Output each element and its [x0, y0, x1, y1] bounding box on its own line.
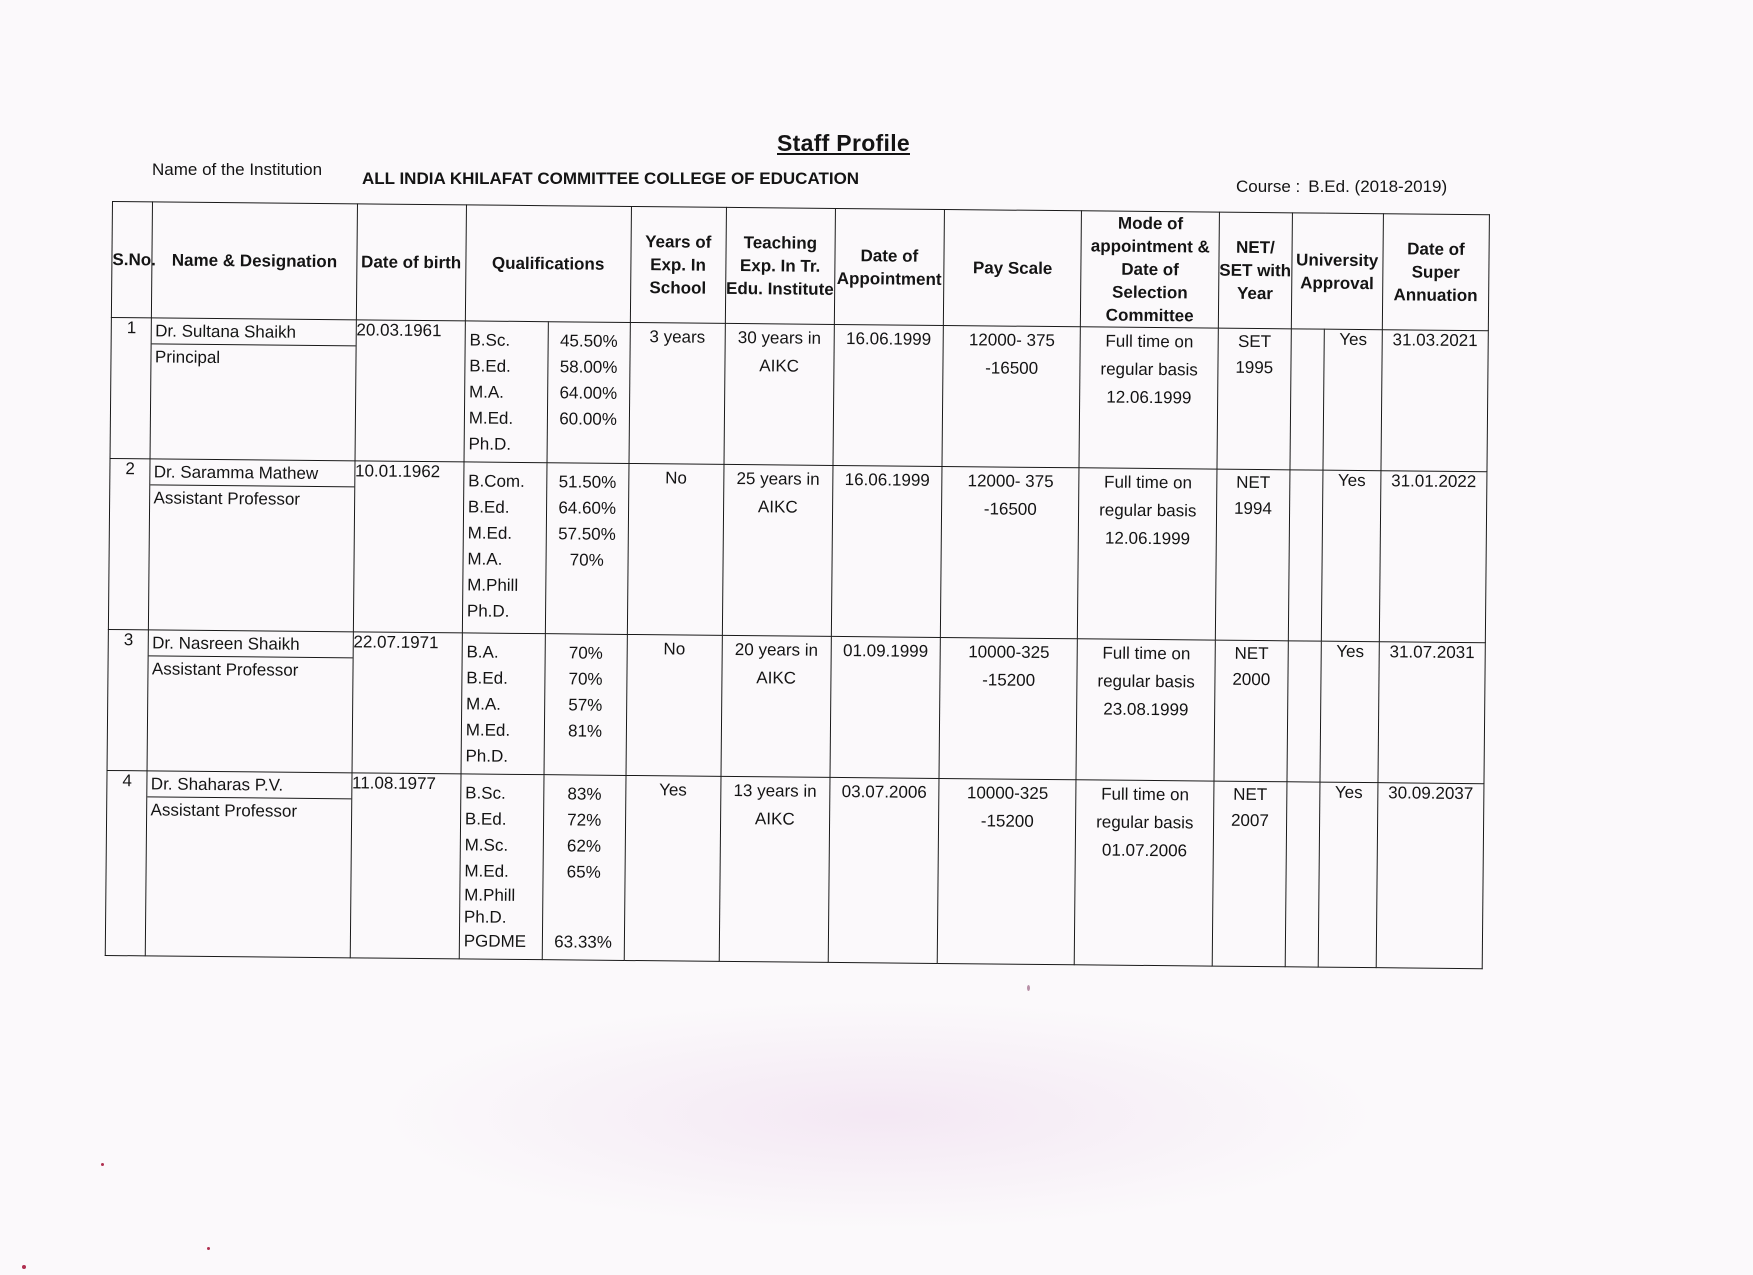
cell-appointment: 03.07.2006: [828, 777, 939, 963]
cell-superannuation: 31.01.2022: [1379, 471, 1487, 643]
cell-degrees: [462, 462, 547, 634]
cell-mode: Full time on regular basis 12.06.1999: [1078, 468, 1217, 640]
percentage-item: 70%: [569, 550, 604, 570]
cell-teaching-exp: 13 years in AIKC: [719, 776, 830, 962]
cell-teaching-exp: 20 years in AIKC: [721, 635, 832, 777]
cell-mode: Full time on regular basis 12.06.1999: [1079, 327, 1218, 469]
cell-pay-scale: 10000-325 -15200: [937, 778, 1076, 964]
scan-speck: [101, 1163, 104, 1166]
cell-sno: 3: [107, 629, 149, 770]
cell-mode: Full time on regular basis 23.08.1999: [1076, 639, 1215, 781]
degree-item: PGDME: [463, 931, 527, 952]
percentage-item: 72%: [567, 810, 602, 830]
col-header-appointment: Date of Appointment: [834, 208, 944, 325]
cell-university-approval: Yes: [1318, 782, 1377, 968]
col-header-teaching-exp: Teaching Exp. In Tr. Edu. Institute: [725, 207, 835, 324]
cell-percentages: [545, 463, 629, 635]
cell-percentages: [544, 634, 627, 776]
cell-pay-scale: 12000- 375 -16500: [942, 325, 1081, 467]
degree-item: B.Sc.: [469, 330, 511, 350]
degree-item: M.A.: [468, 382, 505, 402]
cell-university-approval: Yes: [1320, 641, 1379, 783]
percentage-item: 45.50%: [559, 331, 618, 351]
staff-name: Dr. Sultana Shaikh: [152, 318, 355, 346]
percentage-item: 62%: [566, 836, 602, 856]
percentage-item: 64.00%: [559, 383, 618, 403]
paper-tint: [380, 1000, 1380, 1230]
cell-university-approval: Yes: [1323, 329, 1382, 471]
cell-degrees: [459, 774, 544, 960]
col-header-net-set: NET/ SET with Year: [1218, 212, 1292, 329]
degree-item: B.A.: [466, 642, 499, 662]
scan-speck: [22, 1265, 26, 1269]
degree-item: M.Ed.: [468, 408, 514, 428]
cell-percentages: [542, 775, 626, 961]
degree-item: M.Sc.: [464, 835, 509, 855]
cell-sno: 1: [110, 317, 152, 458]
cell-pay-scale: 10000-325 -15200: [939, 637, 1078, 779]
cell-appointment: 16.06.1999: [833, 324, 944, 466]
cell-appointment: 16.06.1999: [831, 465, 942, 637]
degree-item: B.Ed.: [467, 497, 510, 517]
table-row: [108, 458, 1487, 642]
cell-dob: 20.03.1961: [355, 320, 466, 462]
percentage-item: [547, 885, 620, 908]
percentage-item: 57.50%: [558, 524, 616, 544]
staff-name: Dr. Nasreen Shaikh: [149, 630, 352, 658]
staff-designation: Assistant Professor: [150, 800, 298, 821]
percentage-item: 65%: [566, 862, 601, 882]
percentage-item: 51.50%: [558, 472, 617, 492]
cell-degrees: [461, 633, 545, 775]
cell-dob: 10.01.1962: [353, 461, 464, 633]
cell-sno: 2: [108, 458, 150, 629]
cell-approval-blank: [1290, 329, 1325, 470]
table-header-row: [111, 202, 1489, 331]
degree-item: Ph.D.: [463, 907, 507, 927]
col-header-dob: Date of birth: [356, 204, 466, 321]
cell-approval-blank: [1288, 470, 1323, 641]
cell-superannuation: 30.09.2037: [1376, 783, 1484, 969]
degree-item: M.A.: [467, 549, 503, 569]
page-title: Staff Profile: [777, 130, 910, 156]
col-header-pay-scale: Pay Scale: [943, 209, 1082, 326]
cell-teaching-exp: 25 years in AIKC: [722, 464, 833, 636]
course-label: Course :: [1236, 177, 1301, 196]
cell-exp-school: 3 years: [629, 322, 725, 464]
degree-item: M.Ed.: [464, 861, 509, 881]
col-header-mode: Mode of appointment & Date of Selection Committee: [1081, 211, 1220, 328]
cell-pay-scale: 12000- 375 -16500: [940, 466, 1079, 638]
cell-approval-blank: [1285, 782, 1320, 967]
degree-item: B.Ed.: [469, 356, 511, 376]
cell-percentages: [547, 322, 630, 464]
col-header-qualifications: Qualifications: [465, 205, 631, 323]
institution-label: Name of the Institution: [152, 160, 323, 179]
cell-superannuation: 31.07.2031: [1378, 642, 1486, 784]
percentage-item: 58.00%: [559, 357, 618, 377]
percentage-item: 64.60%: [558, 498, 617, 518]
percentage-item: [547, 907, 620, 930]
course-info: [1236, 177, 1447, 197]
staff-name: Dr. Saramma Mathew: [151, 459, 354, 487]
cell-exp-school: No: [627, 463, 724, 635]
percentage-item: 63.33%: [554, 932, 612, 952]
cell-net-set: NET 2000: [1214, 640, 1288, 782]
staff-profile-table: [105, 201, 1490, 969]
cell-name-designation: [146, 771, 352, 958]
degree-item: B.Ed.: [464, 809, 507, 829]
cell-dob: 22.07.1971: [352, 632, 463, 774]
degree-item: Ph.D.: [468, 434, 512, 454]
col-header-superannuation: Date of Super Annuation: [1382, 214, 1489, 331]
cell-net-set: NET 1994: [1215, 469, 1289, 641]
cell-appointment: 01.09.1999: [830, 636, 941, 778]
col-header-sno: S.No.: [111, 202, 153, 318]
staff-designation: Assistant Professor: [151, 659, 299, 680]
percentage-item: 83%: [567, 784, 602, 804]
cell-net-set: SET 1995: [1217, 328, 1291, 470]
col-header-name: Name & Designation: [152, 202, 357, 320]
percentage-item: 57%: [568, 695, 603, 715]
percentage-item: 70%: [568, 643, 603, 663]
cell-sno: 4: [105, 770, 147, 955]
staff-name: Dr. Shaharas P.V.: [148, 771, 351, 799]
institution-name: ALL INDIA KHILAFAT COMMITTEE COLLEGE OF EDUCATION: [362, 169, 860, 188]
scan-speck: [1027, 985, 1030, 991]
cell-exp-school: No: [626, 634, 722, 776]
percentage-item: 81%: [567, 721, 603, 741]
cell-mode: Full time on regular basis 01.07.2006: [1075, 780, 1214, 966]
cell-dob: 11.08.1977: [350, 773, 461, 959]
cell-superannuation: 31.03.2021: [1381, 330, 1489, 472]
table-row: [110, 317, 1488, 471]
degree-item: B.Ed.: [466, 668, 508, 688]
table-row: [105, 770, 1484, 968]
degree-item: M.Ed.: [467, 523, 513, 543]
course-value: B.Ed. (2018-2019): [1308, 177, 1448, 196]
degree-item: M.Ed.: [465, 720, 511, 740]
degree-item: M.A.: [465, 694, 502, 714]
cell-name-designation: [147, 630, 353, 773]
scan-speck: [207, 1247, 210, 1250]
col-header-university-approval: University Approval: [1291, 213, 1383, 330]
degree-item: B.Sc.: [465, 783, 506, 803]
cell-name-designation: [150, 318, 356, 461]
col-header-exp-school: Years of Exp. In School: [630, 206, 726, 323]
degree-item: Ph.D.: [465, 746, 509, 766]
cell-exp-school: Yes: [624, 775, 721, 961]
cell-name-designation: [149, 459, 355, 632]
staff-table-container: [105, 201, 1490, 969]
percentage-item: 60.00%: [559, 409, 618, 429]
cell-teaching-exp: 30 years in AIKC: [724, 323, 835, 465]
staff-designation: Principal: [154, 347, 221, 368]
cell-degrees: [464, 321, 548, 463]
cell-approval-blank: [1287, 641, 1322, 782]
staff-designation: Assistant Professor: [153, 488, 301, 509]
cell-net-set: NET 2007: [1212, 781, 1287, 967]
degree-item: Ph.D.: [466, 601, 510, 621]
degree-item: M.Phill: [467, 575, 519, 595]
cell-university-approval: Yes: [1321, 470, 1380, 642]
degree-item: B.Com.: [468, 471, 525, 491]
table-row: [107, 629, 1485, 783]
percentage-item: 70%: [568, 669, 603, 689]
degree-item: M.Phill: [464, 885, 516, 905]
